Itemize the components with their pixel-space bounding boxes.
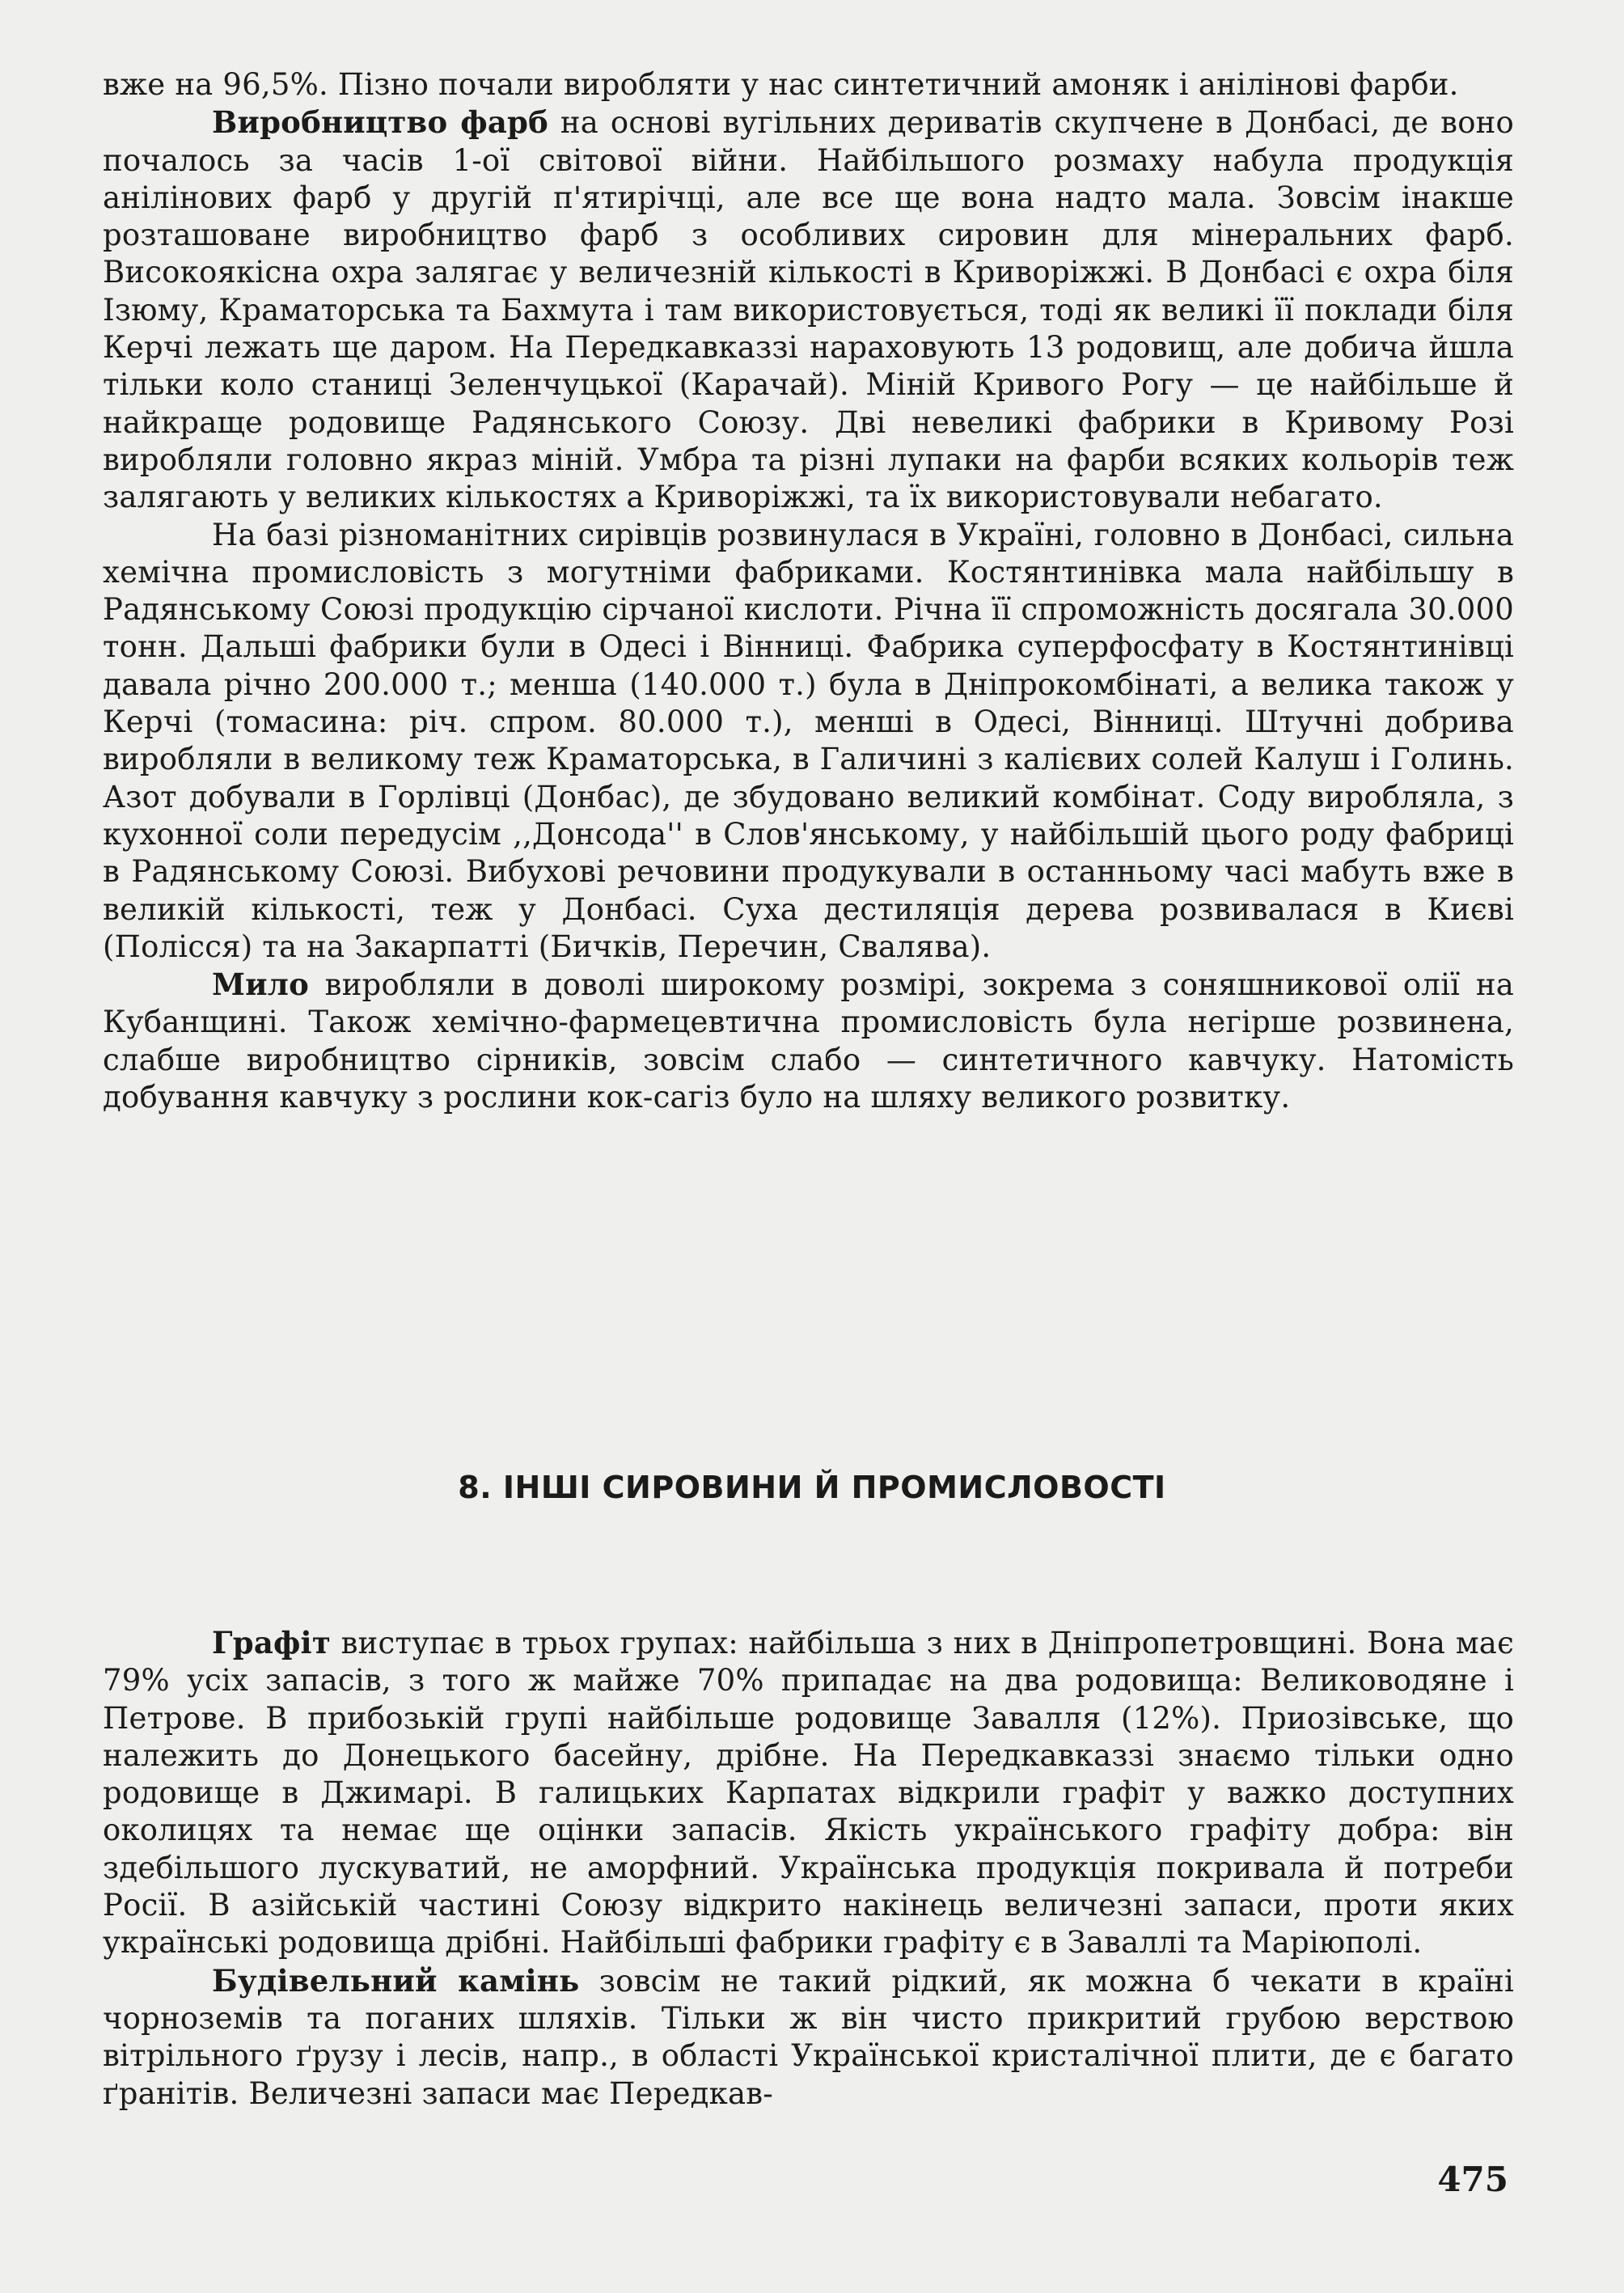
paragraph-text: зовсім не такий рідкий, як можна б чекати в країні чорноземів та поганих шляхів. Тільки ж він чисто прикритий грубою верствою вітрільного ґрузу і лесів, напр., в області Української кристалічної плити, де є багато ґранітів. Величезні запаси має Передкав-: [103, 1963, 1514, 2111]
text-block-top: [103, 66, 1514, 1116]
paragraph-text: вже на 96,5%. Пізно почали виробляти у нас синтетичний амоняк і анілінові фарби.: [103, 67, 1459, 102]
paragraph-lead-term: Виробництво фарб: [212, 104, 548, 141]
paragraph-lead-term: Будівельний камінь: [212, 1962, 580, 1999]
paragraph-text: на основі вугільних дериватів скупчене в Донбасі, де воно почалось за часів 1-ої світової війни. Найбільшого розмаху набула продукція анілінових фарб у другій п'ятирічці, але все ще вона надто мала. Зовсім інакше розташоване виробництво фарб з особливих сировин для мінеральних фарб. Високоякісна охра залягає у величезній кількості в Криворіжжі. В Донбасі є охра біля Ізюму, Краматорська та Бахмута і там використовується, тоді як великі її поклади біля Керчі лежать ще даром. На Передкавказзі нараховують 13 родовищ, але добича йшла тільки коло станиці Зеленчуцької (Карачай). Міній Кривого Рогу — це найбільше й найкраще родовище Радянського Союзу. Дві невеликі фабрики в Кривому Розі виробляли головно якраз міній. Умбра та різні лупаки на фарби всяких кольорів теж залягають у великих кількостях а Криворіжжі, та їх використовували небагато.: [103, 105, 1514, 515]
paragraph-continuation: [103, 66, 1514, 104]
paragraph-lead-term: Графіт: [212, 1625, 331, 1661]
paragraph-graphite: [103, 1624, 1514, 1962]
paragraph-soap: [103, 966, 1514, 1116]
paragraph-paint-production: [103, 104, 1514, 516]
paragraph-text: виступає в трьох групах: найбільша з них в Дніпропетровщині. Вона має 79% усіх запасів, з того ж майже 70% припадає на два родовища: Велиководяне і Петрове. В прибозькій групі найбільше родовище Завалля (12%). Приозівське, що належить до Донецького басейну, дрібне. На Передкавказзі знаємо тільки одно родовище в Джимарі. В галицьких Карпатах відкрили графіт у важко доступних околицях та немає ще оцінки запасів. Якість українського графіту добра: він здебільшого лускуватий, не аморфний. Українська продукція покривала й потреби Росії. В азійській частині Союзу відкрито накінець величезні запаси, проти яких українські родовища дрібні. Найбільші фабрики графіту є в Заваллі та Маріюполі.: [103, 1626, 1514, 1961]
text-block-bottom: [103, 1624, 1514, 2113]
paragraph-chemical-industry: [103, 517, 1514, 967]
paragraph-text: виробляли в доволі широкому розмірі, зокрема з соняшникової олії на Кубанщині. Також хемічно-фармецевтична промисловість була негірше розвинена, слабше виробництво сірників, зовсім слабо — синтетичного кавчуку. Натомість добування кавчуку з рослини кок-сагіз було на шляху великого розвитку.: [103, 967, 1514, 1115]
paragraph-lead-term: Мило: [212, 967, 309, 1003]
paragraph-text: На базі різноманітних сирівців розвинулася в Україні, головно в Донбасі, сильна хемічна промисловість з могутніми фабриками. Костянтинівка мала найбільшу в Радянському Союзі продукцію сірчаної кислоти. Річна її спроможність досягала 30.000 тонн. Дальші фабрики були в Одесі і Вінниці. Фабрика суперфосфату в Костянтинівці давала річно 200.000 т.; менша (140.000 т.) була в Дніпрокомбінаті, а велика також у Керчі (томасина: річ. спром. 80.000 т.), менші в Одесі, Вінниці. Штучні добрива виробляли в великому теж Краматорська, в Галичині з калієвих солей Калуш і Голинь. Азот добували в Горлівці (Донбас), де збудовано великий комбінат. Соду виробляла, з кухонної соли передусім ,,Донсода'' в Слов'янському, у найбільшій цього роду фабриці в Радянському Союзі. Вибухові речовини продукували в останньому часі мабуть вже в великій кількості, теж у Донбасі. Суха дестиляція дерева розвивалася в Києві (Полісся) та на Закарпатті (Бичків, Перечин, Свалява).: [103, 517, 1514, 964]
paragraph-building-stone: [103, 1962, 1514, 2113]
page-number: 475: [1437, 2160, 1508, 2199]
section-heading: 8. ІНШІ СИРОВИНИ Й ПРОМИСЛОВОСТІ: [458, 1470, 1166, 1505]
